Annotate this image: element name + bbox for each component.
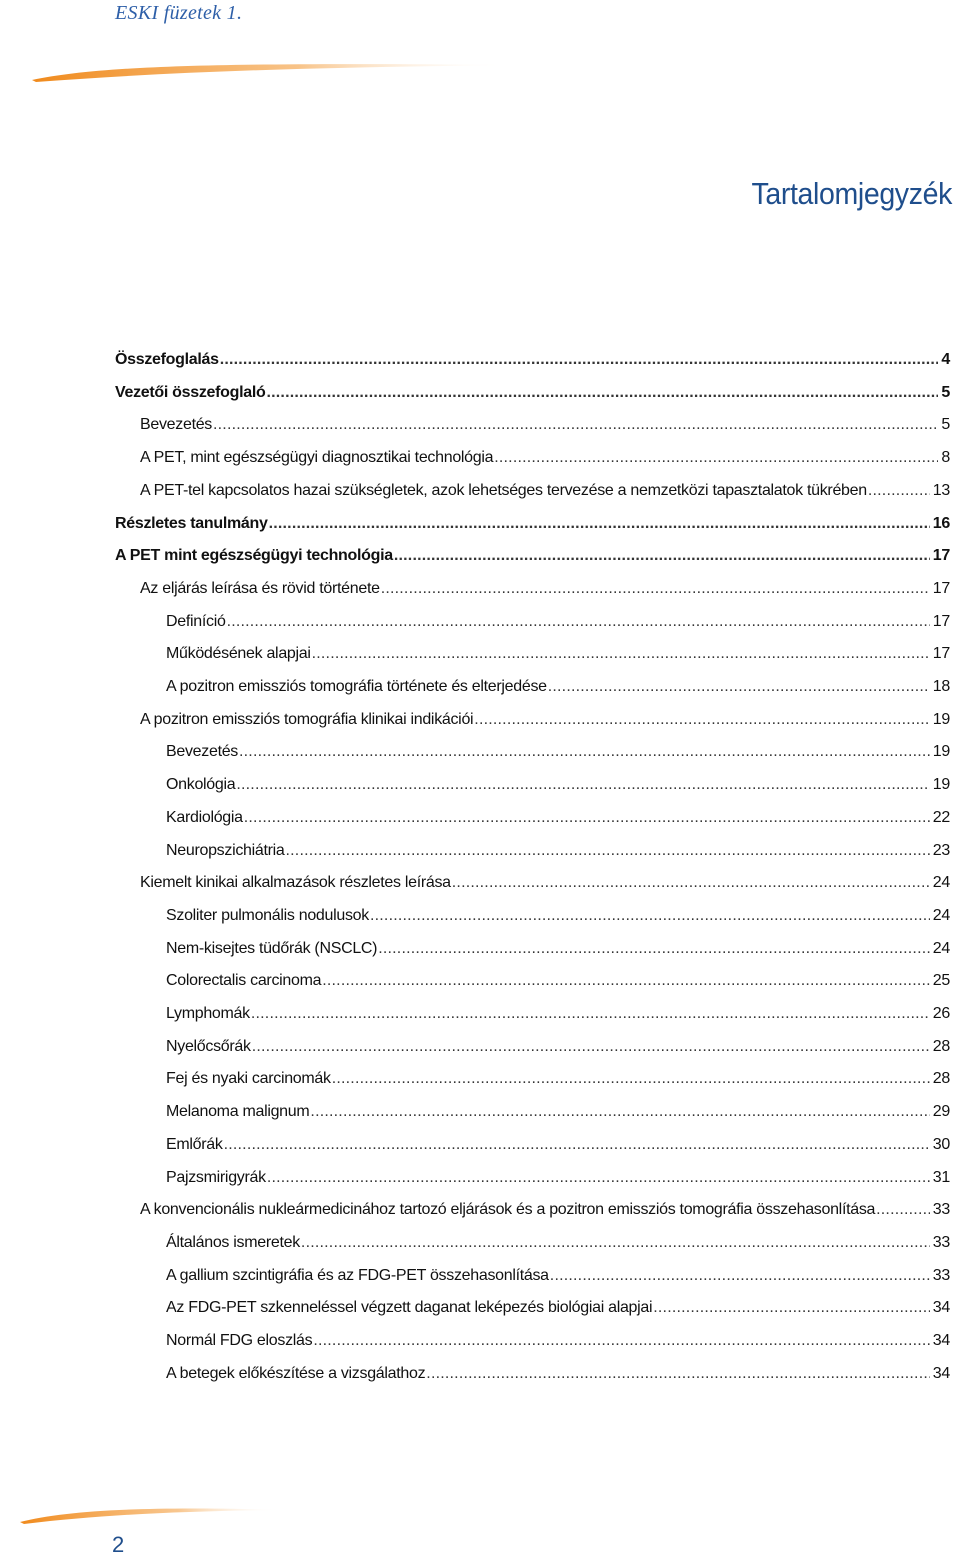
toc-entry-label: A PET mint egészségügyi technológia (115, 547, 393, 565)
toc-entry[interactable] (115, 346, 950, 370)
toc-entry-label: Normál FDG eloszlás (166, 1332, 313, 1349)
toc-entry-label: A pozitron emissziós tomográfia története és elterjedése (166, 678, 547, 695)
toc-entry-label: Az eljárás leírása és rövid története (140, 579, 380, 597)
toc-dot-leader (550, 1266, 930, 1286)
toc-dot-leader (251, 1004, 930, 1024)
toc-entry-page: 4 (941, 351, 950, 368)
toc-entry-label: Fej és nyaki carcinomák (166, 1070, 331, 1088)
toc-entry-label: Bevezetés (166, 743, 239, 761)
toc-entry[interactable] (166, 1098, 950, 1122)
toc-entry[interactable] (166, 1065, 950, 1089)
toc-entry[interactable] (166, 1229, 950, 1253)
toc-entry[interactable] (115, 510, 950, 534)
toc-entry-page: 33 (932, 1233, 950, 1251)
toc-entry[interactable] (166, 902, 950, 926)
toc-dot-leader (213, 415, 938, 435)
toc-entry-page: 5 (941, 416, 950, 434)
toc-entry-page: 31 (932, 1168, 950, 1186)
toc-entry-page: 8 (941, 449, 950, 467)
toc-entry[interactable] (140, 444, 950, 468)
toc-entry-page: 34 (932, 1332, 950, 1349)
page-number: 2 (112, 1532, 125, 1557)
toc-entry-label: A betegek előkészítése a vizsgálathoz (166, 1364, 426, 1382)
toc-entry[interactable] (140, 1196, 950, 1220)
toc-dot-leader (394, 546, 930, 566)
toc-dot-leader (312, 644, 930, 664)
toc-dot-leader (224, 1135, 930, 1155)
toc-entry-page: 26 (932, 1005, 950, 1022)
toc-entry-page: 5 (941, 383, 950, 401)
toc-dot-leader (868, 481, 930, 501)
toc-dot-leader (236, 775, 929, 795)
toc-dot-leader (653, 1298, 930, 1318)
toc-entry-label: Nem-kisejtes tüdőrák (NSCLC) (166, 939, 378, 957)
toc-dot-leader (227, 612, 930, 632)
toc-dot-leader (252, 1037, 930, 1057)
decorative-swoosh (30, 56, 520, 84)
toc-entry[interactable] (166, 640, 950, 664)
toc-entry[interactable] (115, 542, 950, 566)
toc-dot-leader (548, 677, 930, 697)
toc-dot-leader (267, 1168, 930, 1188)
toc-dot-leader (370, 906, 930, 926)
toc-dot-leader (220, 350, 939, 370)
toc-entry[interactable] (140, 706, 950, 730)
toc-entry-label: Az FDG-PET szkenneléssel végzett daganat leképezés biológiai alapjai (166, 1299, 653, 1317)
toc-dot-leader (267, 383, 939, 403)
toc-entry-label: Lymphomák (166, 1005, 250, 1022)
toc-entry-label: A pozitron emissziós tomográfia klinikai indikációi (140, 710, 474, 728)
toc-heading: Tartalomjegyzék (751, 176, 952, 211)
toc-entry[interactable] (115, 379, 950, 403)
toc-entry-page: 34 (932, 1299, 950, 1317)
toc-entry[interactable] (140, 869, 950, 893)
toc-entry-label: Nyelőcsőrák (166, 1037, 251, 1055)
toc-entry-label: Kardiológia (166, 808, 243, 826)
toc-entry-page: 17 (932, 579, 950, 597)
toc-entry[interactable] (166, 837, 950, 861)
toc-entry[interactable] (166, 804, 950, 828)
toc-entry[interactable] (140, 575, 950, 599)
toc-entry-page: 24 (932, 939, 950, 957)
toc-entry-page: 17 (932, 612, 950, 630)
toc-dot-leader (286, 841, 930, 861)
toc-entry-label: A konvencionális nukleármedicinához tartozó eljárások és a pozitron emissziós tomográfia összehasonlítása (140, 1201, 876, 1219)
toc-entry-label: A PET, mint egészségügyi diagnosztikai technológia (140, 449, 494, 467)
toc-entry-page: 33 (932, 1266, 950, 1284)
toc-entry-page: 28 (932, 1037, 950, 1055)
toc-entry-page: 24 (932, 906, 950, 924)
toc-entry[interactable] (166, 1262, 950, 1286)
toc-entry-page: 30 (932, 1135, 950, 1153)
toc-dot-leader (332, 1069, 930, 1089)
toc-entry-page: 23 (932, 841, 950, 859)
toc-entry[interactable] (166, 1294, 950, 1318)
toc-entry-label: Vezetői összefoglaló (115, 383, 266, 401)
toc-entry-page: 19 (932, 710, 950, 728)
toc-entry[interactable] (166, 673, 950, 697)
series-title: ESKI füzetek 1. (115, 2, 243, 24)
toc-entry-page: 24 (932, 874, 950, 892)
toc-dot-leader (322, 971, 930, 991)
toc-entry-label: Általános ismeretek (166, 1233, 300, 1251)
toc-dot-leader (239, 742, 930, 762)
toc-entry-label: A PET-tel kapcsolatos hazai szükségletek, azok lehetséges tervezése a nemzetközi tapasztalatok tükrében (140, 481, 867, 499)
decorative-swoosh-bottom (18, 1500, 288, 1526)
toc-entry-page: 19 (932, 776, 950, 794)
toc-entry-page: 22 (932, 808, 950, 826)
toc-dot-leader (269, 514, 930, 534)
toc-dot-leader (876, 1200, 930, 1220)
toc-entry-label: A gallium szcintigráfia és az FDG-PET összehasonlítása (166, 1266, 549, 1284)
toc-entry-label: Összefoglalás (115, 351, 219, 368)
toc-entry-label: Melanoma malignum (166, 1103, 310, 1121)
toc-entry-page: 18 (932, 678, 950, 695)
toc-dot-leader (310, 1102, 929, 1122)
toc-entry[interactable] (166, 935, 950, 959)
toc-entry[interactable] (166, 1360, 950, 1384)
toc-entry-page: 33 (932, 1201, 950, 1219)
toc-entry-page: 25 (932, 972, 950, 990)
toc-dot-leader (381, 579, 930, 599)
toc-entry[interactable] (140, 411, 950, 435)
toc-entry[interactable] (166, 771, 950, 795)
toc-entry-label: Definíció (166, 612, 226, 630)
toc-entry[interactable] (166, 1131, 950, 1155)
toc-entry-label: Szoliter pulmonális nodulusok (166, 906, 369, 924)
toc-entry[interactable] (166, 1164, 950, 1188)
toc-entry[interactable] (166, 738, 950, 762)
toc-entry-page: 17 (932, 547, 950, 565)
toc-entry-label: Pajzsmirigyrák (166, 1168, 266, 1186)
toc-dot-leader (244, 808, 930, 828)
toc-entry-page: 13 (932, 481, 950, 499)
toc-dot-leader (494, 448, 938, 468)
toc-dot-leader (301, 1233, 930, 1253)
toc-entry-label: Onkológia (166, 776, 236, 794)
toc-entry[interactable] (166, 1033, 950, 1057)
toc-entry-page: 19 (932, 743, 950, 761)
toc-dot-leader (378, 939, 930, 959)
toc-entry-label: Működésének alapjai (166, 645, 311, 663)
toc-dot-leader (452, 873, 930, 893)
toc-dot-leader (474, 710, 930, 730)
toc-entry-page: 34 (932, 1364, 950, 1382)
toc-dot-leader (313, 1331, 929, 1351)
toc-entry-label: Bevezetés (140, 416, 213, 434)
toc-entry-page: 16 (932, 514, 950, 532)
toc-entry[interactable] (166, 967, 950, 991)
toc-entry[interactable] (166, 1327, 950, 1351)
toc-entry-page: 17 (932, 645, 950, 663)
toc-dot-leader (426, 1364, 930, 1384)
toc-entry-label: Neuropszichiátria (166, 841, 285, 859)
toc-entry-label: Colorectalis carcinoma (166, 972, 322, 990)
toc-entry-page: 29 (932, 1103, 950, 1121)
toc-entry[interactable] (140, 477, 950, 501)
toc-entry-label: Emlőrák (166, 1135, 223, 1153)
toc-entry-label: Kiemelt kinikai alkalmazások részletes leírása (140, 874, 451, 892)
toc-entry[interactable] (166, 608, 950, 632)
toc-entry-page: 28 (932, 1070, 950, 1088)
toc-entry-label: Részletes tanulmány (115, 514, 268, 532)
toc-entry[interactable] (166, 1000, 950, 1024)
